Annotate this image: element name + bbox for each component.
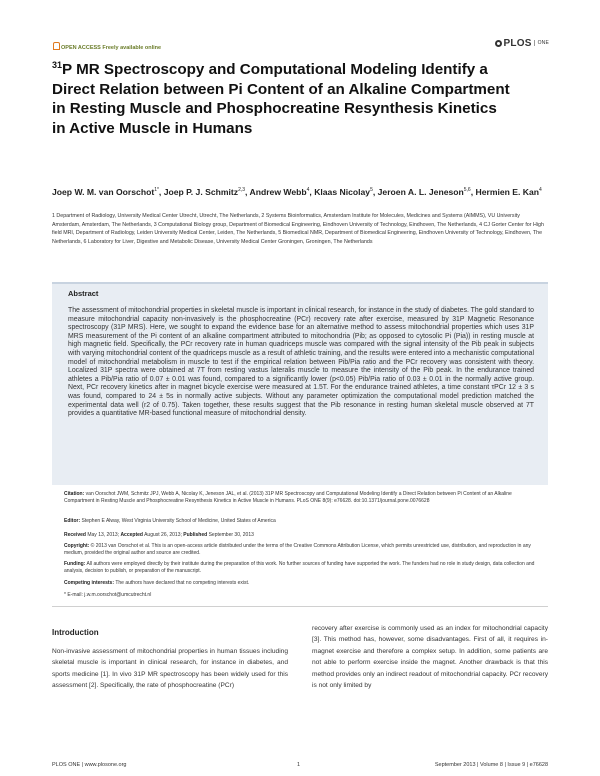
open-access-label: OPEN ACCESS Freely available online xyxy=(52,42,161,51)
author: Hermien E. Kan$^4$ xyxy=(475,186,542,197)
author-list xyxy=(52,183,552,199)
open-access-lock-icon xyxy=(53,42,60,50)
introduction-heading: Introduction xyxy=(52,628,99,637)
divider xyxy=(52,606,548,607)
author: Joep W. M. van Oorschot$^{1*}$, xyxy=(52,186,164,197)
abstract-text: The assessment of mitochondrial properties in skeletal muscle is important in clinical research, for instance in the study of diabetes. The gold standard to measure mitochondrial capacity non-invasively is the phosphocreatine (PCr) recovery rate after exercise, measured by 31P Magnetic Resonance spectroscopy (31P MRS). Here, we sought to expand the evidence base for an alternative method to assess mitochondrial properties which uses 31P MRS measurement of the Pi content of an alkaline compartment attributed to mitochondria (Pib; as opposed to cytosolic Pi (Pia)) in resting muscle at high magnetic field. Specifically, the PCr recovery rate in human quadriceps muscle was compared with the signal intensity of the Pib peak in subjects with varying mitochondrial content of the quadriceps muscle as a result of athletic training, and the results were entered into a mechanistic computational model of mitochondrial metabolism in muscle to test if the empirical relation between Pib/Pia ratio and the PCr recovery was consistent with theory. Localized 31P spectra were obtained at 7T from resting vastus lateralis muscle to measure the intensity of the Pib peak. In the endurance trained athletes a Pib/Pia ratio of 0.07 ± 0.01 was found, compared to a significantly lower (p<0.05) Pib/Pia ratio of 0.03 ± 0.01 in the normally active group. Next, PCr recovery kinetics after in magnet bicycle exercise were measured at 1.5T. For the endurance trained athletes, a time constant τPCr 12 ± 3 s was found, compared to 24 ± 5s in normally active subjects. Without any parameter optimization the computational model prediction matched the experimental data well (r2 of 0.75). Taken together, these results suggest that the Pib resonance in resting human skeletal muscle observed at 7T provides a quantitative MR-based functional measure of mitochondrial density. xyxy=(68,307,534,418)
competing-interests: Competing interests: The authors have declared that no competing interests exist. xyxy=(64,580,250,586)
plos-logo-icon xyxy=(495,40,502,47)
funding: Funding: All authors were employed directly by their institute during the preparation of this work. No further sources of funding have supported the work. The funders had no role in study design, data collection and analysis, decision to publish, or preparation of the manuscript. xyxy=(64,561,535,575)
intro-column-1: Non-invasive assessment of mitochondrial properties in human tissues including skeletal muscle is important in clinical research, for instance in diabetes, and sports medicine [1]. In vivo 31P MR spectroscopy has been widely used for this assessment [2]. Specifically, the rate of phosphocreatine (PCr) xyxy=(52,648,288,690)
journal-logo: PLOS $^{ONE}$ xyxy=(495,38,549,49)
footer-page-number: 1 xyxy=(297,762,301,768)
copyright: Copyright: © 2013 van Oorschot et al. This is an open-access article distributed under the terms of the Creative Commons Attribution License, which permits unrestricted use, distribution, and reproduction in any medium, provided the original author and source are credited. xyxy=(64,543,531,557)
abstract-heading: Abstract xyxy=(68,289,99,298)
corresponding-email[interactable]: * E-mail: j.w.m.oorschot@umcutrecht.nl xyxy=(64,592,152,598)
author: Klaas Nicolay$^5$, xyxy=(314,186,378,197)
dates: Received May 13, 2013; Accepted August 26, 2013; Published September 30, 2013 xyxy=(64,532,254,538)
citation: Citation: van Oorschot JWM, Schmitz JPJ, Webb A, Nicolay K, Jeneson JAL, et al. (2013) 31P MR Spectroscopy and Computational Modeling Identify a Direct Relation between Pi Content of an Alkaline Compartment in Resting Muscle and Phosphocreatine Resynthesis Kinetics in Active Muscle in Humans. PLoS ONE 8(9): e76628. doi:10.1371/journal.pone.0076628 xyxy=(64,491,512,505)
article-title: $^{31}$P MR Spectroscopy and Computational Modeling Identify a Direct Relation between Pi Content of an Alkaline Compartment in Resting Muscle and Phosphocreatine Resynthesis Kinetics in Active Muscle in Humans xyxy=(52,60,510,137)
editor: Editor: Stephen E Alway, West Virginia University School of Medicine, United States of America xyxy=(64,518,276,524)
author: Joep P. J. Schmitz$^{2,3}$, xyxy=(163,186,250,197)
affiliations: 1 Department of Radiology, University Medical Center Utrecht, Utrecht, The Netherlands, 2 Systems Bioinformatics, Amsterdam Institute for Molecules, Medicines and Systems (AIMMS), VU University Amsterdam, Amsterdam, The Netherlands, 3 Computational Biology group, Department of Biomedical Engineering, Eindhoven University of Technology, Eindhoven, The Netherlands, 4 CJ Gorter Center for High field MRI, Department of Radiology, Leiden University Medical Center, Leiden, The Netherlands, 5 Biomedical NMR, Department of Biomedical Engineering, Eindhoven University of Technology, Eindhoven, The Netherlands, 6 Laboratory for Liver, Digestive and Metabolic Disease, University Medical Center Groningen, Groningen, The Netherlands xyxy=(52,213,544,245)
footer-issue: September 2013 | Volume 8 | Issue 9 | e76628 xyxy=(434,762,548,768)
footer-journal: PLOS ONE | www.plosone.org xyxy=(52,762,127,768)
author: Andrew Webb$^4$, xyxy=(249,186,315,197)
author: Jeroen A. L. Jeneson$^{5,6}$, xyxy=(377,186,476,197)
intro-column-2: recovery after exercise is commonly used as an index for mitochondrial capacity [3]. This method has, however, some disadvantages. First of all, it requires in-magnet exercise and therefore a complex setup. In addition, some patients are not able to perform exercise inside the magnet. Another drawback is that this method provides only an indirect readout of mitochondrial capacity. PCr recovery is not only limited by xyxy=(312,625,548,690)
